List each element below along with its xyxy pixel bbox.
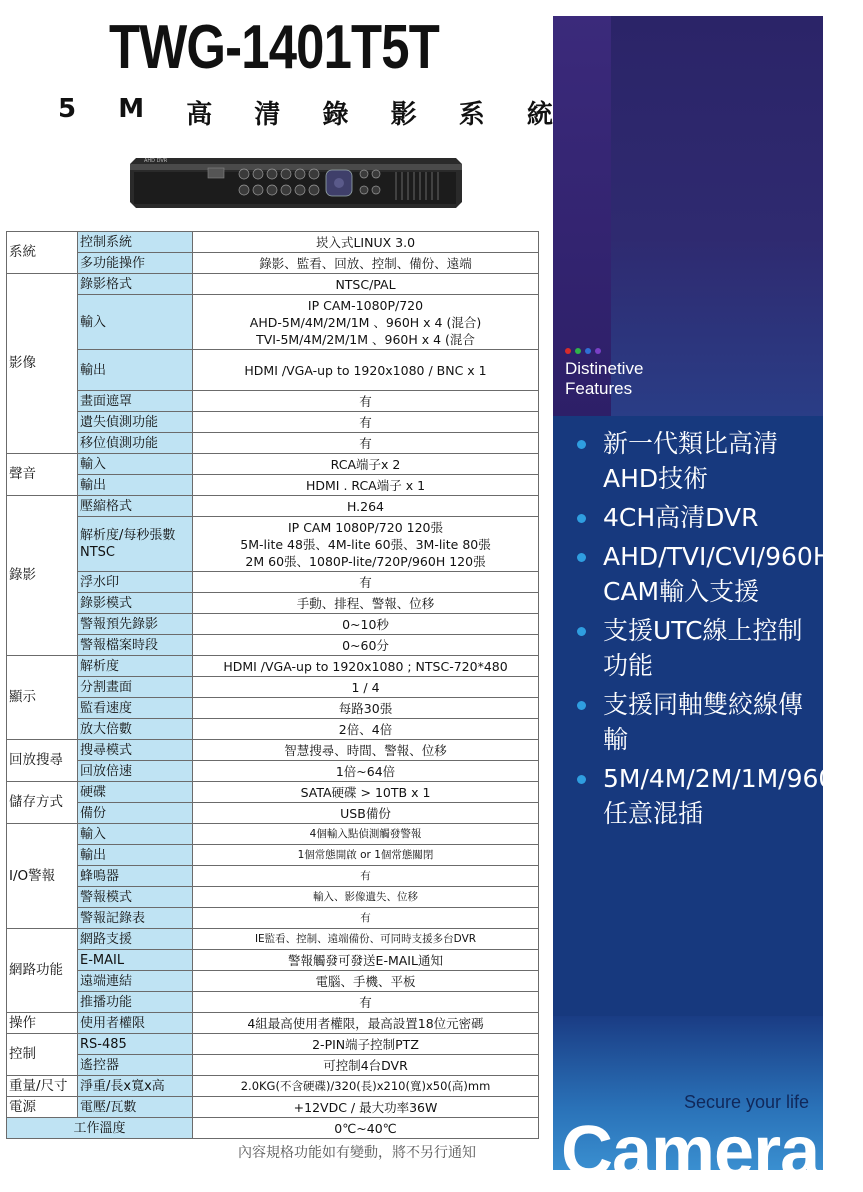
table-row (7, 232, 539, 253)
spec-label: 備份 (78, 803, 193, 824)
spec-label: 搜尋模式 (78, 740, 193, 761)
spec-label-line: 解析度/每秒張數 (80, 528, 176, 543)
table-row (7, 929, 539, 950)
table-row (7, 782, 539, 803)
spec-value: HDMI . RCA端子 x 1 (193, 475, 539, 496)
spec-label: 淨重/長x寬x高 (78, 1076, 193, 1097)
spec-value: 警報觸發可發送E-MAIL通知 (193, 950, 539, 971)
spec-label: 分割畫面 (78, 677, 193, 698)
spec-label: 網路支援 (78, 929, 193, 950)
subtitle-char: 系 (458, 100, 485, 130)
category-cell: 電源 (7, 1097, 78, 1118)
slogan: Secure your life (683, 1092, 809, 1112)
table-row (7, 454, 539, 475)
feature-item: 新一代類比高清AHD技術 (567, 426, 817, 496)
product-subtitle (58, 94, 553, 131)
feature-item: 支援同軸雙絞線傳輸 (567, 687, 817, 757)
disclaimer-note: 內容規格功能如有變動，將不另行通知 (238, 1145, 476, 1161)
spec-value: 2-PIN端子控制PTZ (193, 1034, 539, 1055)
category-cell: 網路功能 (7, 929, 78, 1013)
spec-label: 工作溫度 (7, 1118, 193, 1139)
features-heading-line: Distinetive (565, 359, 644, 378)
spec-value: 有 (193, 866, 539, 887)
category-cell: 重量/尺寸 (7, 1076, 78, 1097)
spec-label: 輸入 (78, 824, 193, 845)
spec-value: 有 (193, 412, 539, 433)
table-row (7, 824, 539, 845)
dvr-device-image (126, 148, 466, 212)
spec-value: 4個輸入點偵測觸發警報 (193, 824, 539, 845)
table-row (7, 677, 539, 698)
spec-label: E-MAIL (78, 950, 193, 971)
purple-dot-icon (595, 348, 601, 354)
spec-label: 輸入 (78, 454, 193, 475)
spec-label: 浮水印 (78, 572, 193, 593)
spec-label: 輸出 (78, 845, 193, 866)
red-dot-icon (565, 348, 571, 354)
spec-value: +12VDC / 最大功率36W (193, 1097, 539, 1118)
spec-label: 警報檔案時段 (78, 635, 193, 656)
table-row (7, 1055, 539, 1076)
spec-value: 2倍、4倍 (193, 719, 539, 740)
spec-value: NTSC/PAL (193, 274, 539, 295)
table-row (7, 412, 539, 433)
spec-value: RCA端子x 2 (193, 454, 539, 475)
spec-value: 0~60分 (193, 635, 539, 656)
spec-label: 遠端連結 (78, 971, 193, 992)
spec-label: 輸出 (78, 350, 193, 391)
spec-value: HDMI /VGA-up to 1920x1080 / BNC x 1 (193, 350, 539, 391)
spec-label: 遺失偵測功能 (78, 412, 193, 433)
feature-item: 支援UTC線上控制功能 (567, 613, 817, 683)
feature-list (567, 426, 863, 835)
spec-value-line: TVI-5M/4M/2M/1M 、960H x 4 (混合 (256, 331, 475, 347)
spec-label: 使用者權限 (78, 1013, 193, 1034)
spec-value (193, 517, 539, 572)
spec-value: 每路30張 (193, 698, 539, 719)
spec-value: 1個常態開啟 or 1個常態關閉 (193, 845, 539, 866)
subtitle-char: 5 (58, 94, 77, 124)
features-heading (565, 359, 643, 399)
table-row (7, 887, 539, 908)
spec-table (6, 231, 539, 1139)
spec-value-line: IP CAM 1080P/720 120張 (288, 519, 443, 535)
subtitle-char: 統 (526, 100, 553, 130)
subtitle-char: 高 (186, 100, 213, 130)
table-row (7, 635, 539, 656)
spec-label (78, 517, 193, 572)
spec-label: 錄影格式 (78, 274, 193, 295)
spec-value: 有 (193, 433, 539, 454)
spec-label: 放大倍數 (78, 719, 193, 740)
table-row (7, 1076, 539, 1097)
table-row (7, 719, 539, 740)
table-row (7, 295, 539, 350)
table-row (7, 496, 539, 517)
category-cell: 顯示 (7, 656, 78, 740)
category-cell: 聲音 (7, 454, 78, 496)
table-row (7, 845, 539, 866)
table-row (7, 1097, 539, 1118)
spec-value: 可控制4台DVR (193, 1055, 539, 1076)
blue-dot-icon (585, 348, 591, 354)
category-cell: 錄影 (7, 496, 78, 656)
spec-label: 警報記錄表 (78, 908, 193, 929)
subtitle-char: 清 (254, 100, 281, 130)
spec-value: 手動、排程、警報、位移 (193, 593, 539, 614)
spec-value (193, 295, 539, 350)
spec-value-line: AHD-5M/4M/2M/1M 、960H x 4 (混合) (249, 314, 482, 330)
spec-value: 智慧搜尋、時間、警報、位移 (193, 740, 539, 761)
table-row (7, 253, 539, 274)
table-row (7, 761, 539, 782)
table-row (7, 740, 539, 761)
category-cell: 影像 (7, 274, 78, 454)
spec-label: 警報模式 (78, 887, 193, 908)
spec-value-line: 5M-lite 48張、4M-lite 60張、3M-lite 80張 (240, 536, 491, 552)
spec-label: 解析度 (78, 656, 193, 677)
spec-value: IE監看、控制、遠端備份、可同時支援多台DVR (193, 929, 539, 950)
spec-label: 回放倍速 (78, 761, 193, 782)
spec-value: 電腦、手機、平板 (193, 971, 539, 992)
category-cell: I/O警報 (7, 824, 78, 929)
spec-value: 0℃~40℃ (193, 1118, 539, 1139)
features-heading-line: Features (565, 379, 633, 398)
table-row (7, 517, 539, 572)
spec-value: 輸入、影像遺失、位移 (193, 887, 539, 908)
spec-value: 錄影、監看、回放、控制、備份、遠端 (193, 253, 539, 274)
spec-value-line: 2M 60張、1080P-lite/720P/960H 120張 (245, 553, 486, 569)
feature-item: 5M/4M/2M/1M/960H任意混插 (567, 761, 817, 831)
table-row (7, 433, 539, 454)
spec-label: RS-485 (78, 1034, 193, 1055)
table-row (7, 350, 539, 391)
category-cell: 操作 (7, 1013, 78, 1034)
spec-value: SATA硬碟 > 10TB x 1 (193, 782, 539, 803)
category-cell: 儲存方式 (7, 782, 78, 824)
subtitle-char: 影 (390, 100, 417, 130)
table-row (7, 866, 539, 887)
spec-label: 蜂鳴器 (78, 866, 193, 887)
table-row (7, 803, 539, 824)
table-row (7, 593, 539, 614)
table-row (7, 908, 539, 929)
spec-label: 輸入 (78, 295, 193, 350)
spec-value: 1 / 4 (193, 677, 539, 698)
spec-label: 錄影模式 (78, 593, 193, 614)
spec-value: H.264 (193, 496, 539, 517)
device-label: AHD DVR (144, 158, 168, 164)
green-dot-icon (575, 348, 581, 354)
table-row (7, 971, 539, 992)
spec-label: 移位偵測功能 (78, 433, 193, 454)
table-row (7, 656, 539, 677)
spec-label: 硬碟 (78, 782, 193, 803)
panel-header-block (553, 16, 823, 416)
spec-label-line: NTSC (80, 545, 115, 560)
table-row (7, 572, 539, 593)
spec-value-line: IP CAM-1080P/720 (307, 297, 424, 313)
table-row (7, 614, 539, 635)
table-row (7, 950, 539, 971)
brand-logo: Camera (561, 1112, 820, 1192)
table-row (7, 475, 539, 496)
spec-value: HDMI /VGA-up to 1920x1080 ; NTSC-720*480 (193, 656, 539, 677)
table-row (7, 1034, 539, 1055)
model-title: TWG-1401T5T (109, 13, 439, 82)
spec-value: 有 (193, 908, 539, 929)
feature-item: AHD/TVI/CVI/960H/IP CAM輸入支援 (567, 539, 817, 609)
spec-value: 4組最高使用者權限，最高設置18位元密碼 (193, 1013, 539, 1034)
subtitle-char: M (118, 94, 145, 124)
subtitle-char: 錄 (322, 100, 349, 130)
table-row (7, 992, 539, 1013)
panel-accent-band (553, 16, 611, 416)
spec-value: 0~10秒 (193, 614, 539, 635)
category-cell: 控制 (7, 1034, 78, 1076)
spec-label: 輸出 (78, 475, 193, 496)
spec-label: 多功能操作 (78, 253, 193, 274)
table-row (7, 391, 539, 412)
spec-value: 崁入式LINUX 3.0 (193, 232, 539, 253)
feature-panel (553, 16, 863, 1192)
table-row (7, 1118, 539, 1139)
category-cell: 回放搜尋 (7, 740, 78, 782)
category-cell: 系統 (7, 232, 78, 274)
spec-value: 有 (193, 572, 539, 593)
spec-value: 1倍~64倍 (193, 761, 539, 782)
spec-label: 電壓/瓦數 (78, 1097, 193, 1118)
spec-label: 推播功能 (78, 992, 193, 1013)
spec-label: 畫面遮罩 (78, 391, 193, 412)
table-row (7, 274, 539, 295)
spec-value: 有 (193, 992, 539, 1013)
spec-label: 壓縮格式 (78, 496, 193, 517)
table-row (7, 698, 539, 719)
table-row (7, 1013, 539, 1034)
feature-item: 4CH高清DVR (567, 500, 817, 535)
spec-label: 監看速度 (78, 698, 193, 719)
color-dots (565, 348, 601, 354)
spec-value: 2.0KG(不含硬碟)/320(長)x210(寬)x50(高)mm (193, 1076, 539, 1097)
spec-label: 警報預先錄影 (78, 614, 193, 635)
spec-label: 控制系統 (78, 232, 193, 253)
spec-label: 遙控器 (78, 1055, 193, 1076)
spec-value: 有 (193, 391, 539, 412)
spec-value: USB備份 (193, 803, 539, 824)
